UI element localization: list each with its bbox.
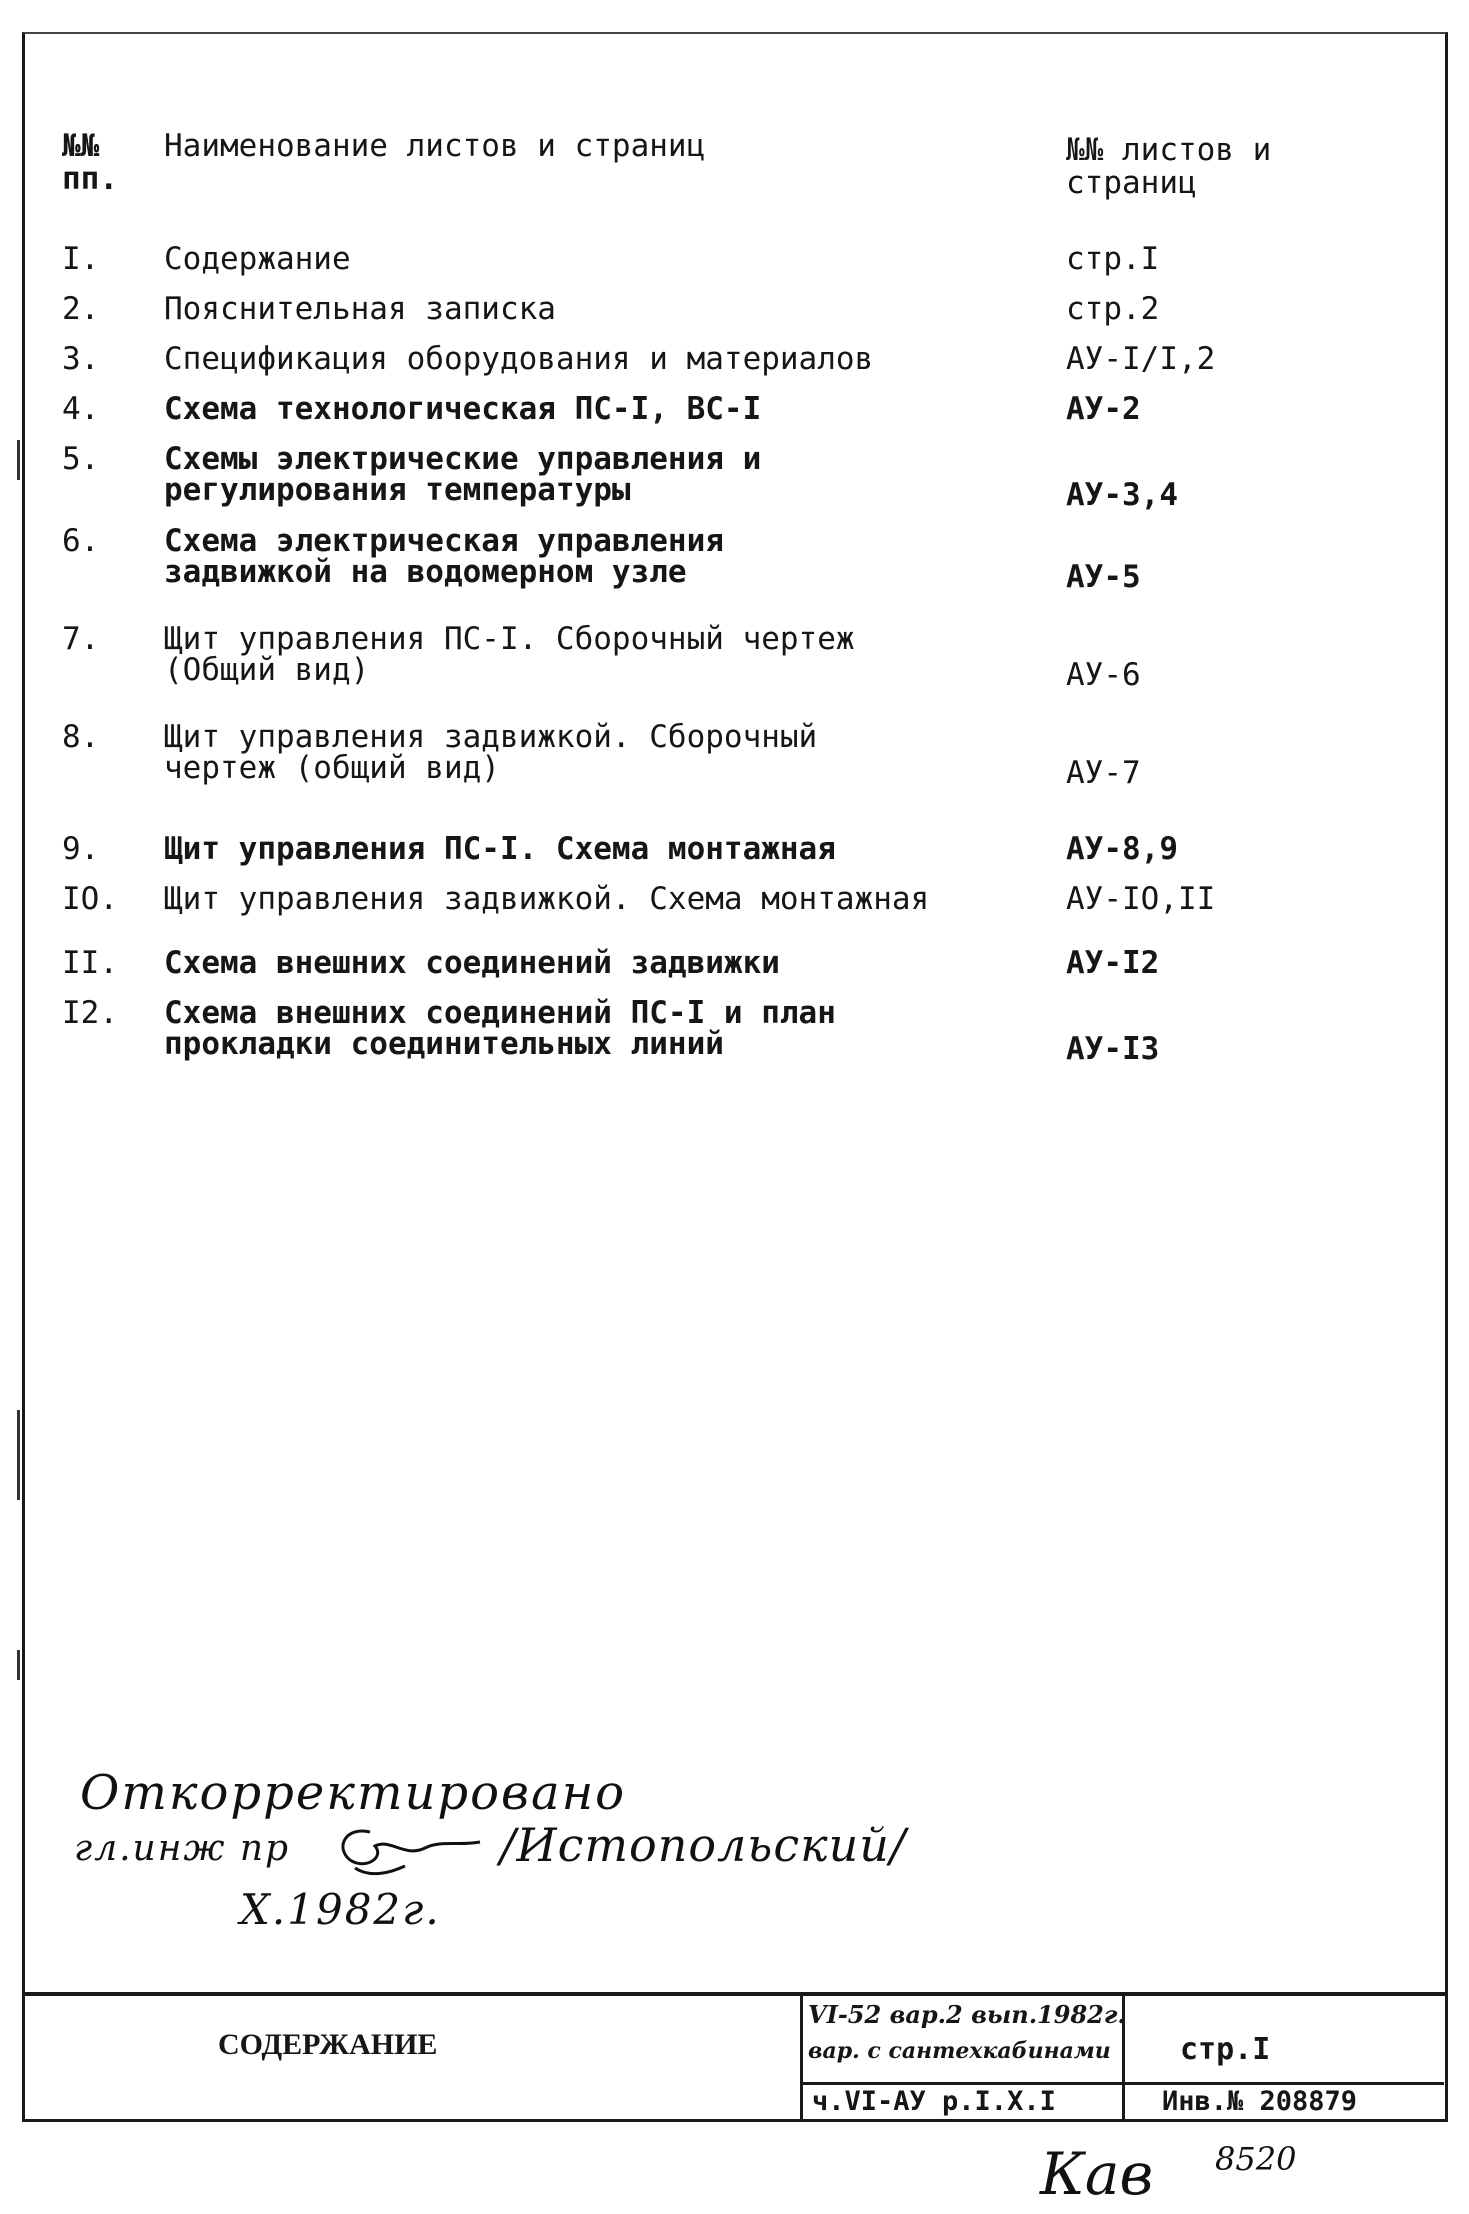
row-title: Схема внешних соединений ПС-I и план прокладки соединительных линий [164, 995, 836, 1062]
row-title: Щит управления ПС-I. Схема монтажная [164, 831, 836, 867]
row-number: 8. [62, 719, 100, 755]
row-title: Схема внешних соединений задвижки [164, 945, 780, 981]
correction-note-name: /Истопольский/ [500, 1818, 907, 1872]
row-title: Содержание [164, 241, 351, 277]
row-sheet: АУ-6 [1066, 657, 1141, 693]
row-number: I. [62, 241, 100, 277]
stamp-series-line2: вар. с сантехкабинами [808, 2038, 1111, 2064]
stamp-archive-number: Инв.№ 208879 [1162, 2086, 1358, 2117]
handwritten-number: 8520 [1215, 2140, 1297, 2178]
row-number: 4. [62, 391, 100, 427]
row-sheet: стр.I [1066, 241, 1160, 277]
stamp-title: СОДЕРЖАНИЕ [218, 2028, 438, 2061]
row-sheet: АУ-5 [1066, 559, 1141, 595]
header-sheet-col: №№ листов и страниц [1066, 132, 1272, 201]
header-title-col: Наименование листов и страниц [164, 128, 706, 164]
correction-note-line2: гл.инж пр [74, 1828, 291, 1869]
row-sheet: АУ-8,9 [1066, 831, 1178, 867]
row-number: IO. [62, 881, 118, 917]
header-number-col: №№ пп. [62, 128, 118, 197]
row-title: Схемы электрические управления и регулирования температуры [164, 441, 762, 508]
row-sheet: АУ-I3 [1066, 1031, 1160, 1067]
row-title: Щит управления задвижкой. Сборочный чертеж (общий вид) [164, 719, 818, 786]
handwritten-initials: Кав [1040, 2140, 1154, 2208]
row-title: Пояснительная записка [164, 291, 556, 327]
row-number: 5. [62, 441, 100, 477]
row-number: 7. [62, 621, 100, 657]
row-number: 9. [62, 831, 100, 867]
row-sheet: АУ-IO,II [1066, 881, 1216, 917]
row-title: Щит управления ПС-I. Сборочный чертеж (Общий вид) [164, 621, 855, 688]
row-title: Спецификация оборудования и материалов [164, 341, 874, 377]
row-number: 3. [62, 341, 100, 377]
row-sheet: АУ-I/I,2 [1066, 341, 1216, 377]
row-sheet: АУ-3,4 [1066, 477, 1178, 513]
stamp-top-border [22, 1992, 1445, 1996]
row-sheet: АУ-2 [1066, 391, 1141, 427]
correction-note-line1: Откорректировано [80, 1765, 627, 1821]
row-title: Схема электрическая управления задвижкой на водомерном узле [164, 523, 724, 590]
row-sheet: АУ-7 [1066, 755, 1141, 791]
stamp-series-line1: VI-52 вар.2 вып.1982г. [808, 2000, 1126, 2029]
row-number: 2. [62, 291, 100, 327]
stamp-divider [800, 2082, 1444, 2085]
signature-mark [330, 1818, 500, 1888]
row-title: Щит управления задвижкой. Схема монтажная [164, 881, 930, 917]
row-title: Схема технологическая ПС-I, ВС-I [164, 391, 762, 427]
row-sheet: стр.2 [1066, 291, 1160, 327]
stamp-code: ч.VI-АУ р.I.Х.I [812, 2086, 1056, 2117]
row-number: I2. [62, 995, 118, 1031]
stamp-divider [800, 1996, 803, 2120]
margin-mark [17, 440, 20, 480]
row-number: 6. [62, 523, 100, 559]
stamp-page: стр.I [1180, 2032, 1271, 2067]
margin-mark [17, 1410, 20, 1500]
row-sheet: АУ-I2 [1066, 945, 1160, 981]
correction-note-date: X.1982г. [240, 1885, 441, 1934]
row-number: II. [62, 945, 118, 981]
margin-mark [17, 1650, 20, 1680]
